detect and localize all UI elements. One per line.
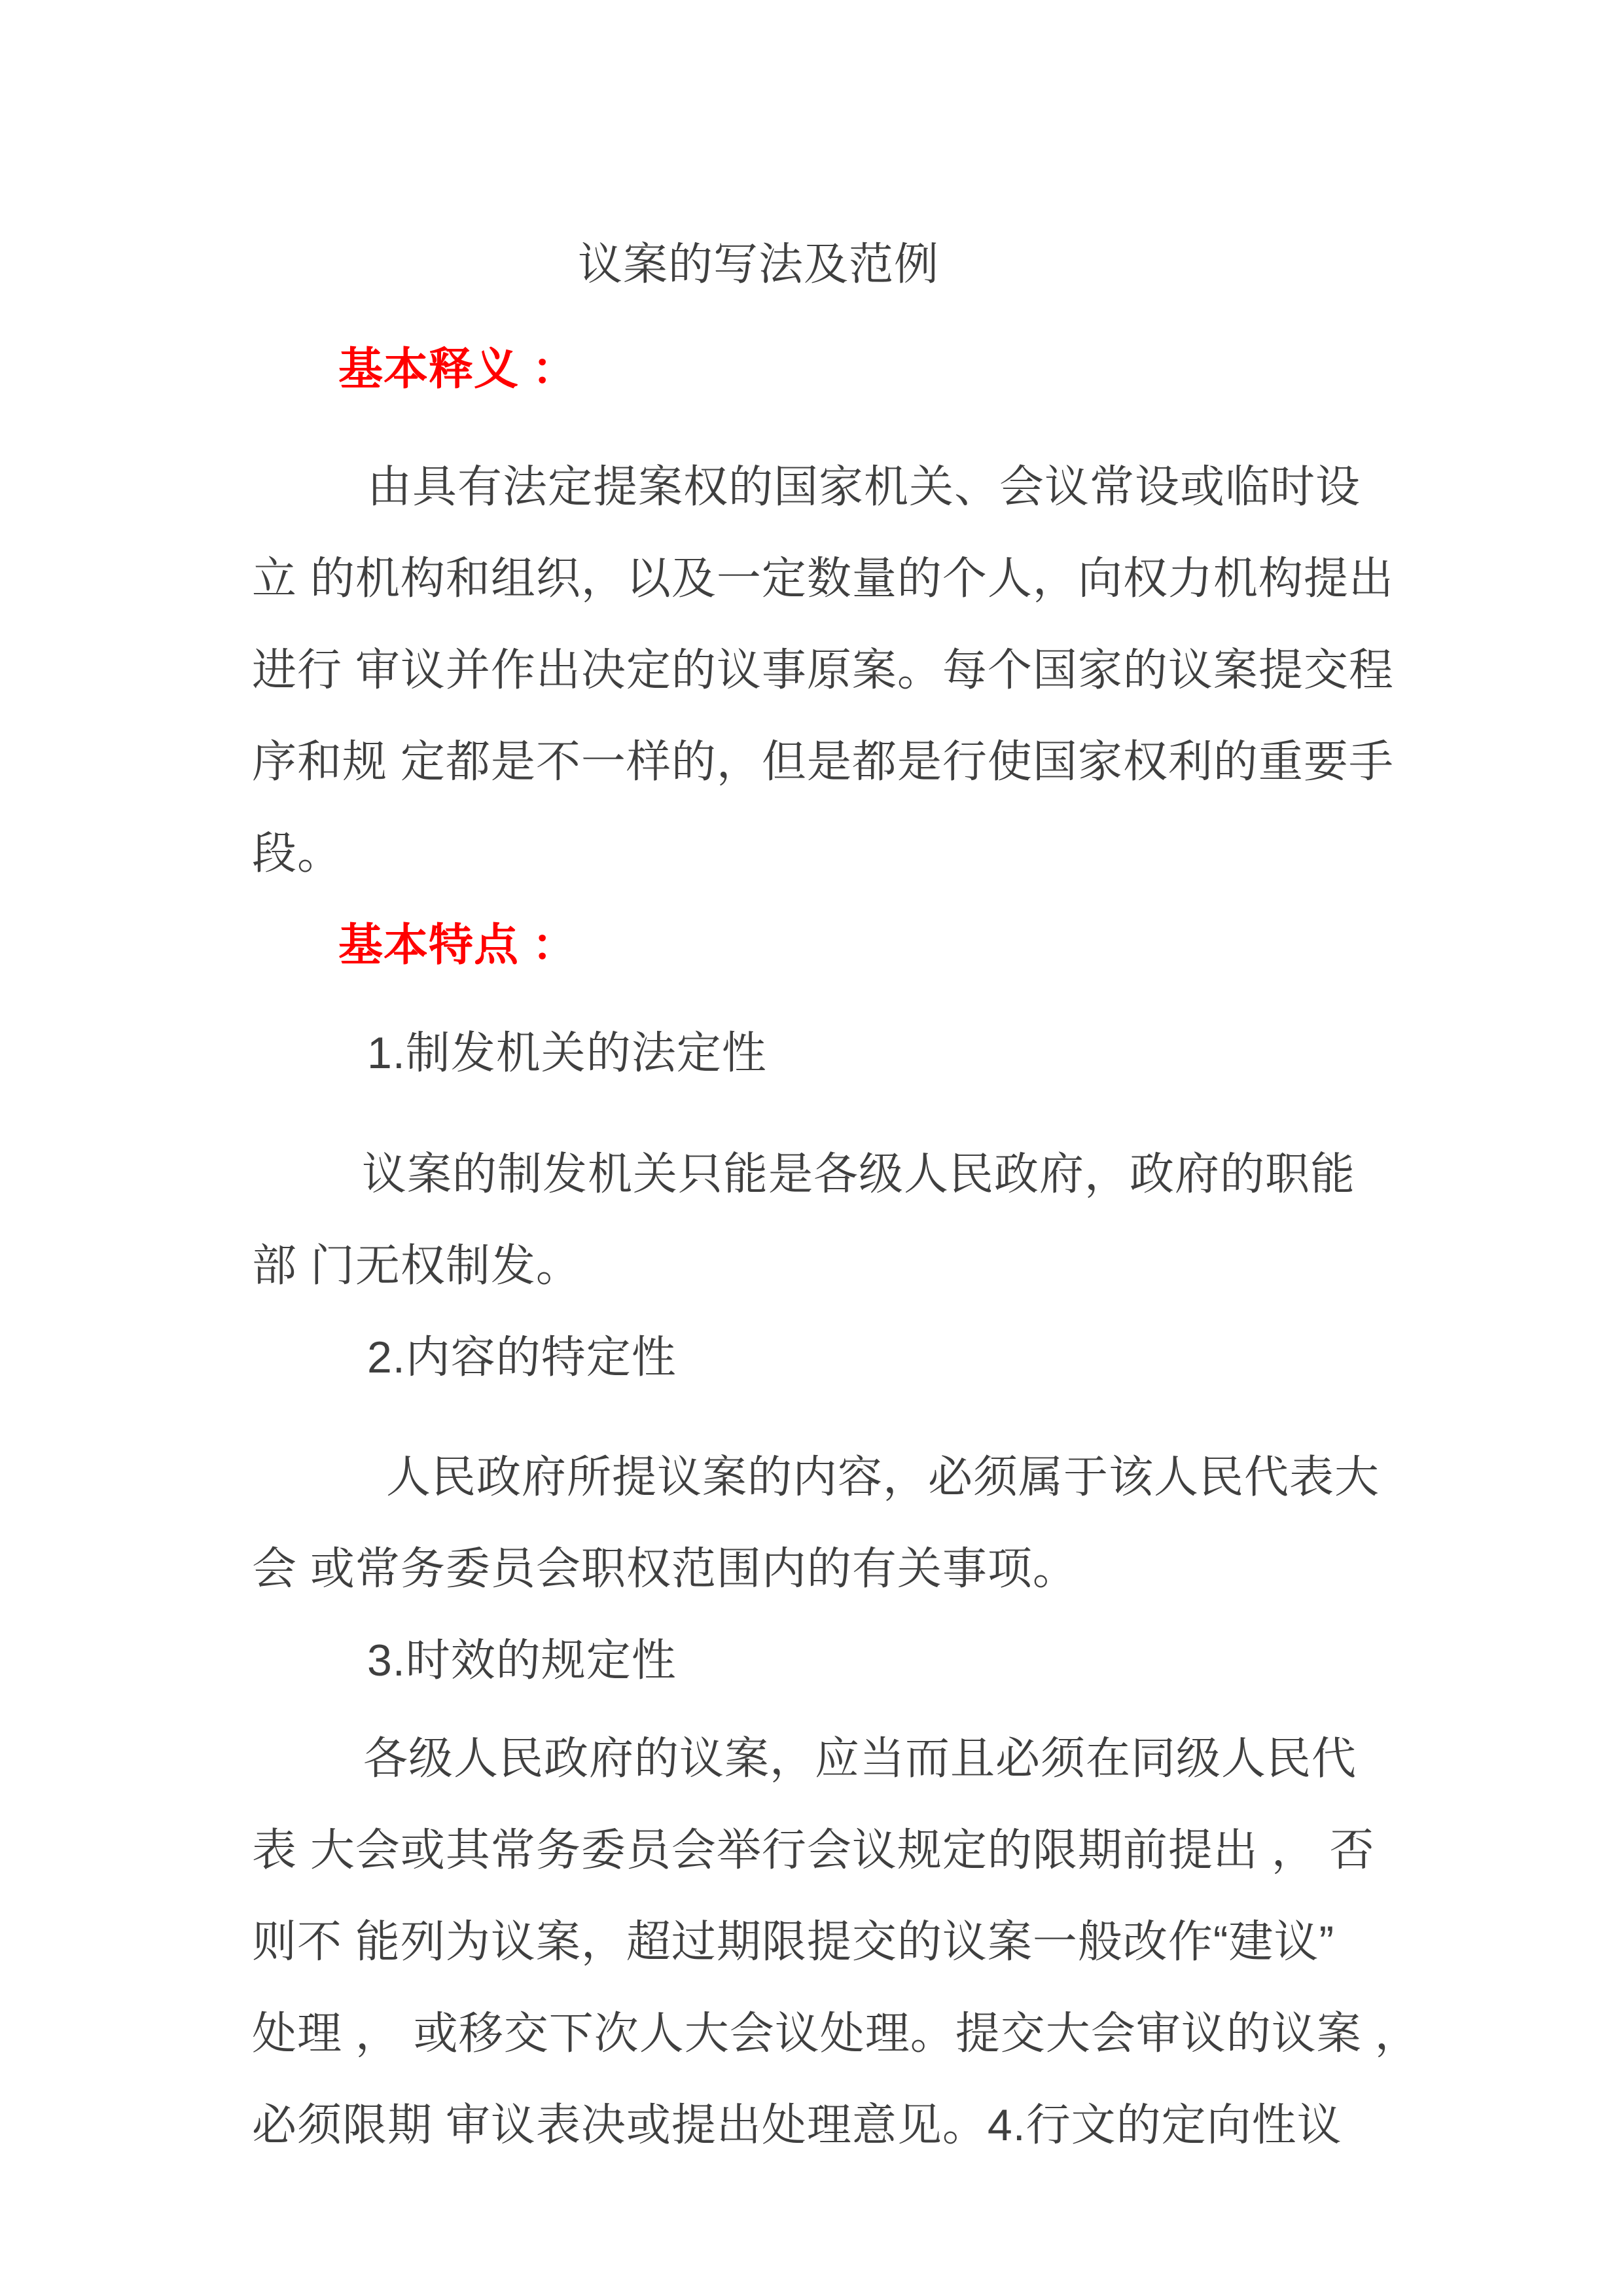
document-title: 议案的写法及范例 [578, 240, 940, 289]
paragraph-block [252, 441, 1623, 899]
paragraph-line: 部 门无权制发。 [252, 1241, 581, 1291]
section-heading: 基本特点 ： [338, 920, 577, 970]
paragraph-line: 人民政府所提议案的内容，必须属于该人民代表大 [386, 1452, 1380, 1502]
heading-block [252, 899, 1623, 991]
heading-block [252, 323, 1623, 415]
section-heading: 基本释义 ： [338, 344, 577, 394]
subheading-block [252, 1007, 1623, 1099]
paragraph-line: 必须限期 审议表决或提出处理意见。4.行文的定向性议 [252, 2100, 1342, 2150]
paragraph-line: 序和规 定都是不一样的，但是都是行使国家权利的重要手 [252, 737, 1394, 787]
paragraph-line: 立 的机构和组织，以及一定数量的个人，向权力机构提出 [252, 554, 1394, 603]
title-block [252, 219, 1623, 310]
paragraph-line: 段。 [252, 829, 343, 878]
paragraph-line: 各级人民政府的议案，应当而且必须在同级人民代 [363, 1734, 1357, 1784]
paragraph-line: 议案的制发机关只能是各级人民政府，政府的职能 [362, 1149, 1356, 1199]
item-heading: 1.制发机关的法定性 [367, 1028, 767, 1078]
paragraph-line: 会 或常务委员会职权范围内的有关事项。 [252, 1544, 1078, 1594]
subheading-block [252, 1312, 1623, 1403]
paragraph-line: 表 大会或其常务委员会举行会议规定的限期前提出 ， 否 [252, 1825, 1375, 1875]
paragraph-block [252, 1431, 1623, 1615]
paragraph-line: 处理 ， 或移交下次人大会议处理。提交大会审议的议案 ， [252, 2009, 1420, 2058]
subheading-block [252, 1615, 1623, 1706]
item-heading: 3.时效的规定性 [367, 1636, 677, 1685]
item-heading: 2.内容的特定性 [367, 1333, 677, 1382]
paragraph-block [252, 1128, 1623, 1312]
paragraph-line: 进行 审议并作出决定的议事原案。每个国家的议案提交程 [252, 645, 1394, 695]
paragraph-line: 则不 能列为议案，超过期限提交的议案一般改作“建议” [252, 1917, 1335, 1967]
paragraph-line: 由具有法定提案权的国家机关、会议常设或临时设 [367, 462, 1361, 512]
paragraph-block [252, 1713, 1623, 2171]
